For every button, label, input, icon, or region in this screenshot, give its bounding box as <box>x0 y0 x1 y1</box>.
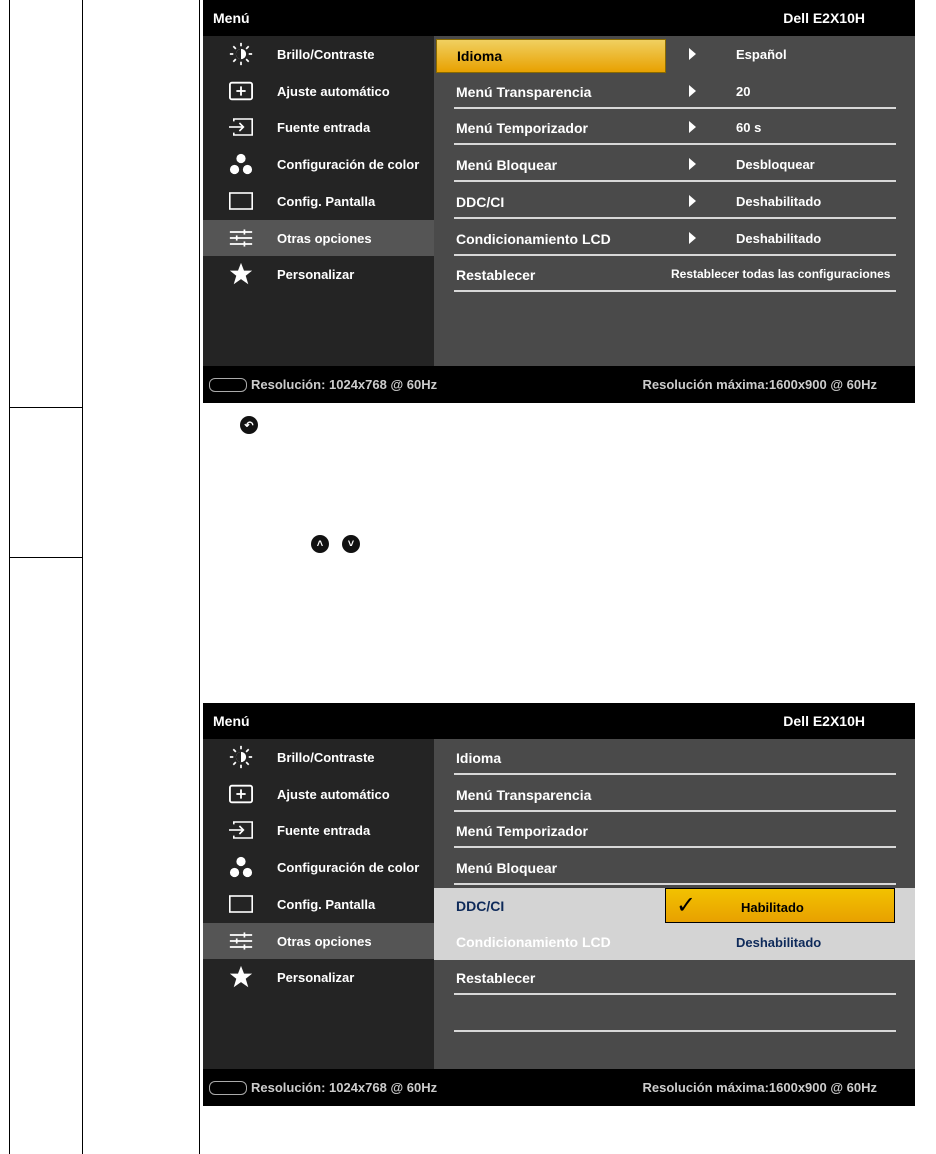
table-row-divider <box>9 407 83 408</box>
osd-submenu <box>434 36 915 366</box>
table-row-divider-2 <box>9 557 83 558</box>
main-menu-item-2[interactable] <box>203 109 434 145</box>
option-enabled-label: Habilitado <box>741 899 804 915</box>
brightness-icon <box>229 42 253 66</box>
main-menu-item-label: Fuente entrada <box>277 823 371 839</box>
row-divider <box>454 217 896 219</box>
star-icon <box>229 262 253 286</box>
main-menu-item-3[interactable] <box>203 849 434 885</box>
row-divider <box>454 254 896 256</box>
osd-footer <box>203 1069 915 1106</box>
main-menu-item-label: Configuración de color <box>277 157 420 173</box>
arrow-right-icon <box>689 48 696 60</box>
brightness-icon <box>229 745 253 769</box>
submenu-item-label: Menú Transparencia <box>456 786 592 803</box>
submenu-item-value: Restablecer todas las configuraciones <box>671 267 891 282</box>
auto-adjust-icon <box>229 782 253 806</box>
osd-menu-title: Menú <box>213 713 250 729</box>
main-menu-item-0[interactable] <box>203 739 434 775</box>
vga-icon <box>209 378 247 392</box>
submenu-item-2[interactable] <box>434 812 896 848</box>
osd-screenshot-language <box>203 0 915 403</box>
other-settings-icon <box>229 929 253 953</box>
submenu-item-0[interactable] <box>434 36 896 72</box>
submenu-item-value: 20 <box>736 83 751 99</box>
main-menu-item-5[interactable] <box>203 220 434 256</box>
main-menu-item-label: Ajuste automático <box>277 786 390 802</box>
submenu-item-value: Deshabilitado <box>736 230 822 246</box>
submenu-item-3[interactable] <box>434 849 896 885</box>
highlighted-item[interactable] <box>436 39 666 73</box>
osd-main-menu <box>203 739 434 1069</box>
osd-submenu <box>434 739 915 1069</box>
row-divider <box>454 773 896 775</box>
option-enabled[interactable] <box>665 888 895 923</box>
option-disabled-label: Deshabilitado <box>736 934 822 950</box>
main-menu-item-label: Brillo/Contraste <box>277 47 375 62</box>
submenu-item-value: Desbloquear <box>736 157 815 173</box>
main-menu-item-5[interactable] <box>203 923 434 959</box>
main-menu-item-label: Config. Pantalla <box>277 193 376 209</box>
submenu-item-value: Deshabilitado <box>736 193 822 209</box>
row-divider <box>454 1030 896 1032</box>
main-menu-item-label: Personalizar <box>277 267 355 283</box>
osd-resolution: Resolución: 1024x768 @ 60Hz <box>251 1080 438 1095</box>
row-divider <box>454 290 896 292</box>
input-source-icon <box>229 818 253 842</box>
auto-adjust-icon <box>229 79 253 103</box>
table-border-left <box>9 0 10 1154</box>
row-divider <box>454 846 896 848</box>
option-disabled[interactable] <box>665 925 915 959</box>
main-menu-item-1[interactable] <box>203 776 434 812</box>
main-menu-item-1[interactable] <box>203 73 434 109</box>
submenu-item-label: Idioma <box>456 750 502 766</box>
arrow-right-icon <box>689 121 696 133</box>
submenu-item-label: Condicionamiento LCD <box>456 230 611 247</box>
main-menu-item-4[interactable] <box>203 183 434 219</box>
osd-model-name: Dell E2X10H <box>783 713 865 729</box>
arrow-right-icon <box>689 158 696 170</box>
osd-resolution: Resolución: 1024x768 @ 60Hz <box>251 377 438 392</box>
main-menu-item-label: Configuración de color <box>277 860 420 876</box>
vga-icon <box>209 1081 247 1095</box>
main-menu-item-label: Personalizar <box>277 970 355 986</box>
arrow-right-icon <box>689 85 696 97</box>
osd-footer <box>203 366 915 403</box>
color-settings-icon <box>229 152 253 176</box>
row-divider <box>454 107 896 109</box>
submenu-item-label: Menú Bloquear <box>456 157 558 174</box>
submenu-item-label: Menú Transparencia <box>456 83 592 100</box>
table-border-col2 <box>82 0 83 1154</box>
osd-title-bar <box>203 0 915 36</box>
osd-max-resolution: Resolución máxima:1600x900 @ 60Hz <box>642 377 877 392</box>
submenu-item-label: Condicionamiento LCD <box>456 933 611 950</box>
submenu-item-0[interactable] <box>434 739 896 775</box>
main-menu-item-0[interactable] <box>203 36 434 72</box>
submenu-item-4[interactable] <box>434 183 896 219</box>
osd-title-bar <box>203 703 915 739</box>
input-source-icon <box>229 115 253 139</box>
submenu-item-6[interactable] <box>434 256 896 292</box>
main-menu-item-label: Fuente entrada <box>277 120 371 136</box>
main-menu-item-3[interactable] <box>203 146 434 182</box>
row-divider <box>454 180 896 182</box>
row-divider <box>454 143 896 145</box>
submenu-item-value: Español <box>736 47 787 62</box>
checkmark-icon: ✓ <box>676 891 697 919</box>
submenu-item-3[interactable] <box>434 146 896 182</box>
main-menu-item-label: Brillo/Contraste <box>277 750 375 765</box>
submenu-item-label: Menú Temporizador <box>456 120 588 137</box>
submenu-item-2[interactable] <box>434 109 896 145</box>
main-menu-item-label: Otras opciones <box>277 230 372 246</box>
down-button-icon: ˅ <box>342 535 360 553</box>
row-divider <box>454 810 896 812</box>
submenu-item-label: Idioma <box>457 48 503 64</box>
up-button-icon: ˄ <box>311 535 329 553</box>
osd-screenshot-ddcci <box>203 703 915 1106</box>
main-menu-item-6[interactable] <box>203 959 434 995</box>
other-settings-icon <box>229 226 253 250</box>
submenu-item-1[interactable] <box>434 73 896 109</box>
osd-main-menu <box>203 36 434 366</box>
submenu-item-5[interactable] <box>434 220 896 256</box>
submenu-item-label: Restablecer <box>456 970 536 987</box>
submenu-item-label: Menú Bloquear <box>456 860 558 877</box>
submenu-item-label: DDC/CI <box>456 897 505 914</box>
submenu-item-1[interactable] <box>434 776 896 812</box>
back-button-icon: ↶ <box>240 416 258 434</box>
osd-max-resolution: Resolución máxima:1600x900 @ 60Hz <box>642 1080 877 1095</box>
submenu-item-value: 60 s <box>736 120 762 136</box>
table-border-col3 <box>199 0 200 1154</box>
star-icon <box>229 965 253 989</box>
main-menu-item-label: Ajuste automático <box>277 83 390 99</box>
osd-menu-title: Menú <box>213 10 250 26</box>
color-settings-icon <box>229 855 253 879</box>
main-menu-item-6[interactable] <box>203 256 434 292</box>
submenu-empty-row <box>434 996 896 1032</box>
display-settings-icon <box>229 892 253 916</box>
submenu-item-6[interactable] <box>434 959 896 995</box>
arrow-right-icon <box>689 232 696 244</box>
arrow-right-icon <box>689 195 696 207</box>
main-menu-item-label: Config. Pantalla <box>277 896 376 912</box>
submenu-item-label: DDC/CI <box>456 193 505 210</box>
main-menu-item-2[interactable] <box>203 812 434 848</box>
row-divider <box>454 993 896 995</box>
osd-model-name: Dell E2X10H <box>783 10 865 26</box>
main-menu-item-label: Otras opciones <box>277 933 372 949</box>
main-menu-item-4[interactable] <box>203 886 434 922</box>
display-settings-icon <box>229 189 253 213</box>
submenu-item-label: Restablecer <box>456 267 536 284</box>
submenu-item-label: Menú Temporizador <box>456 823 588 840</box>
row-divider <box>454 883 896 885</box>
